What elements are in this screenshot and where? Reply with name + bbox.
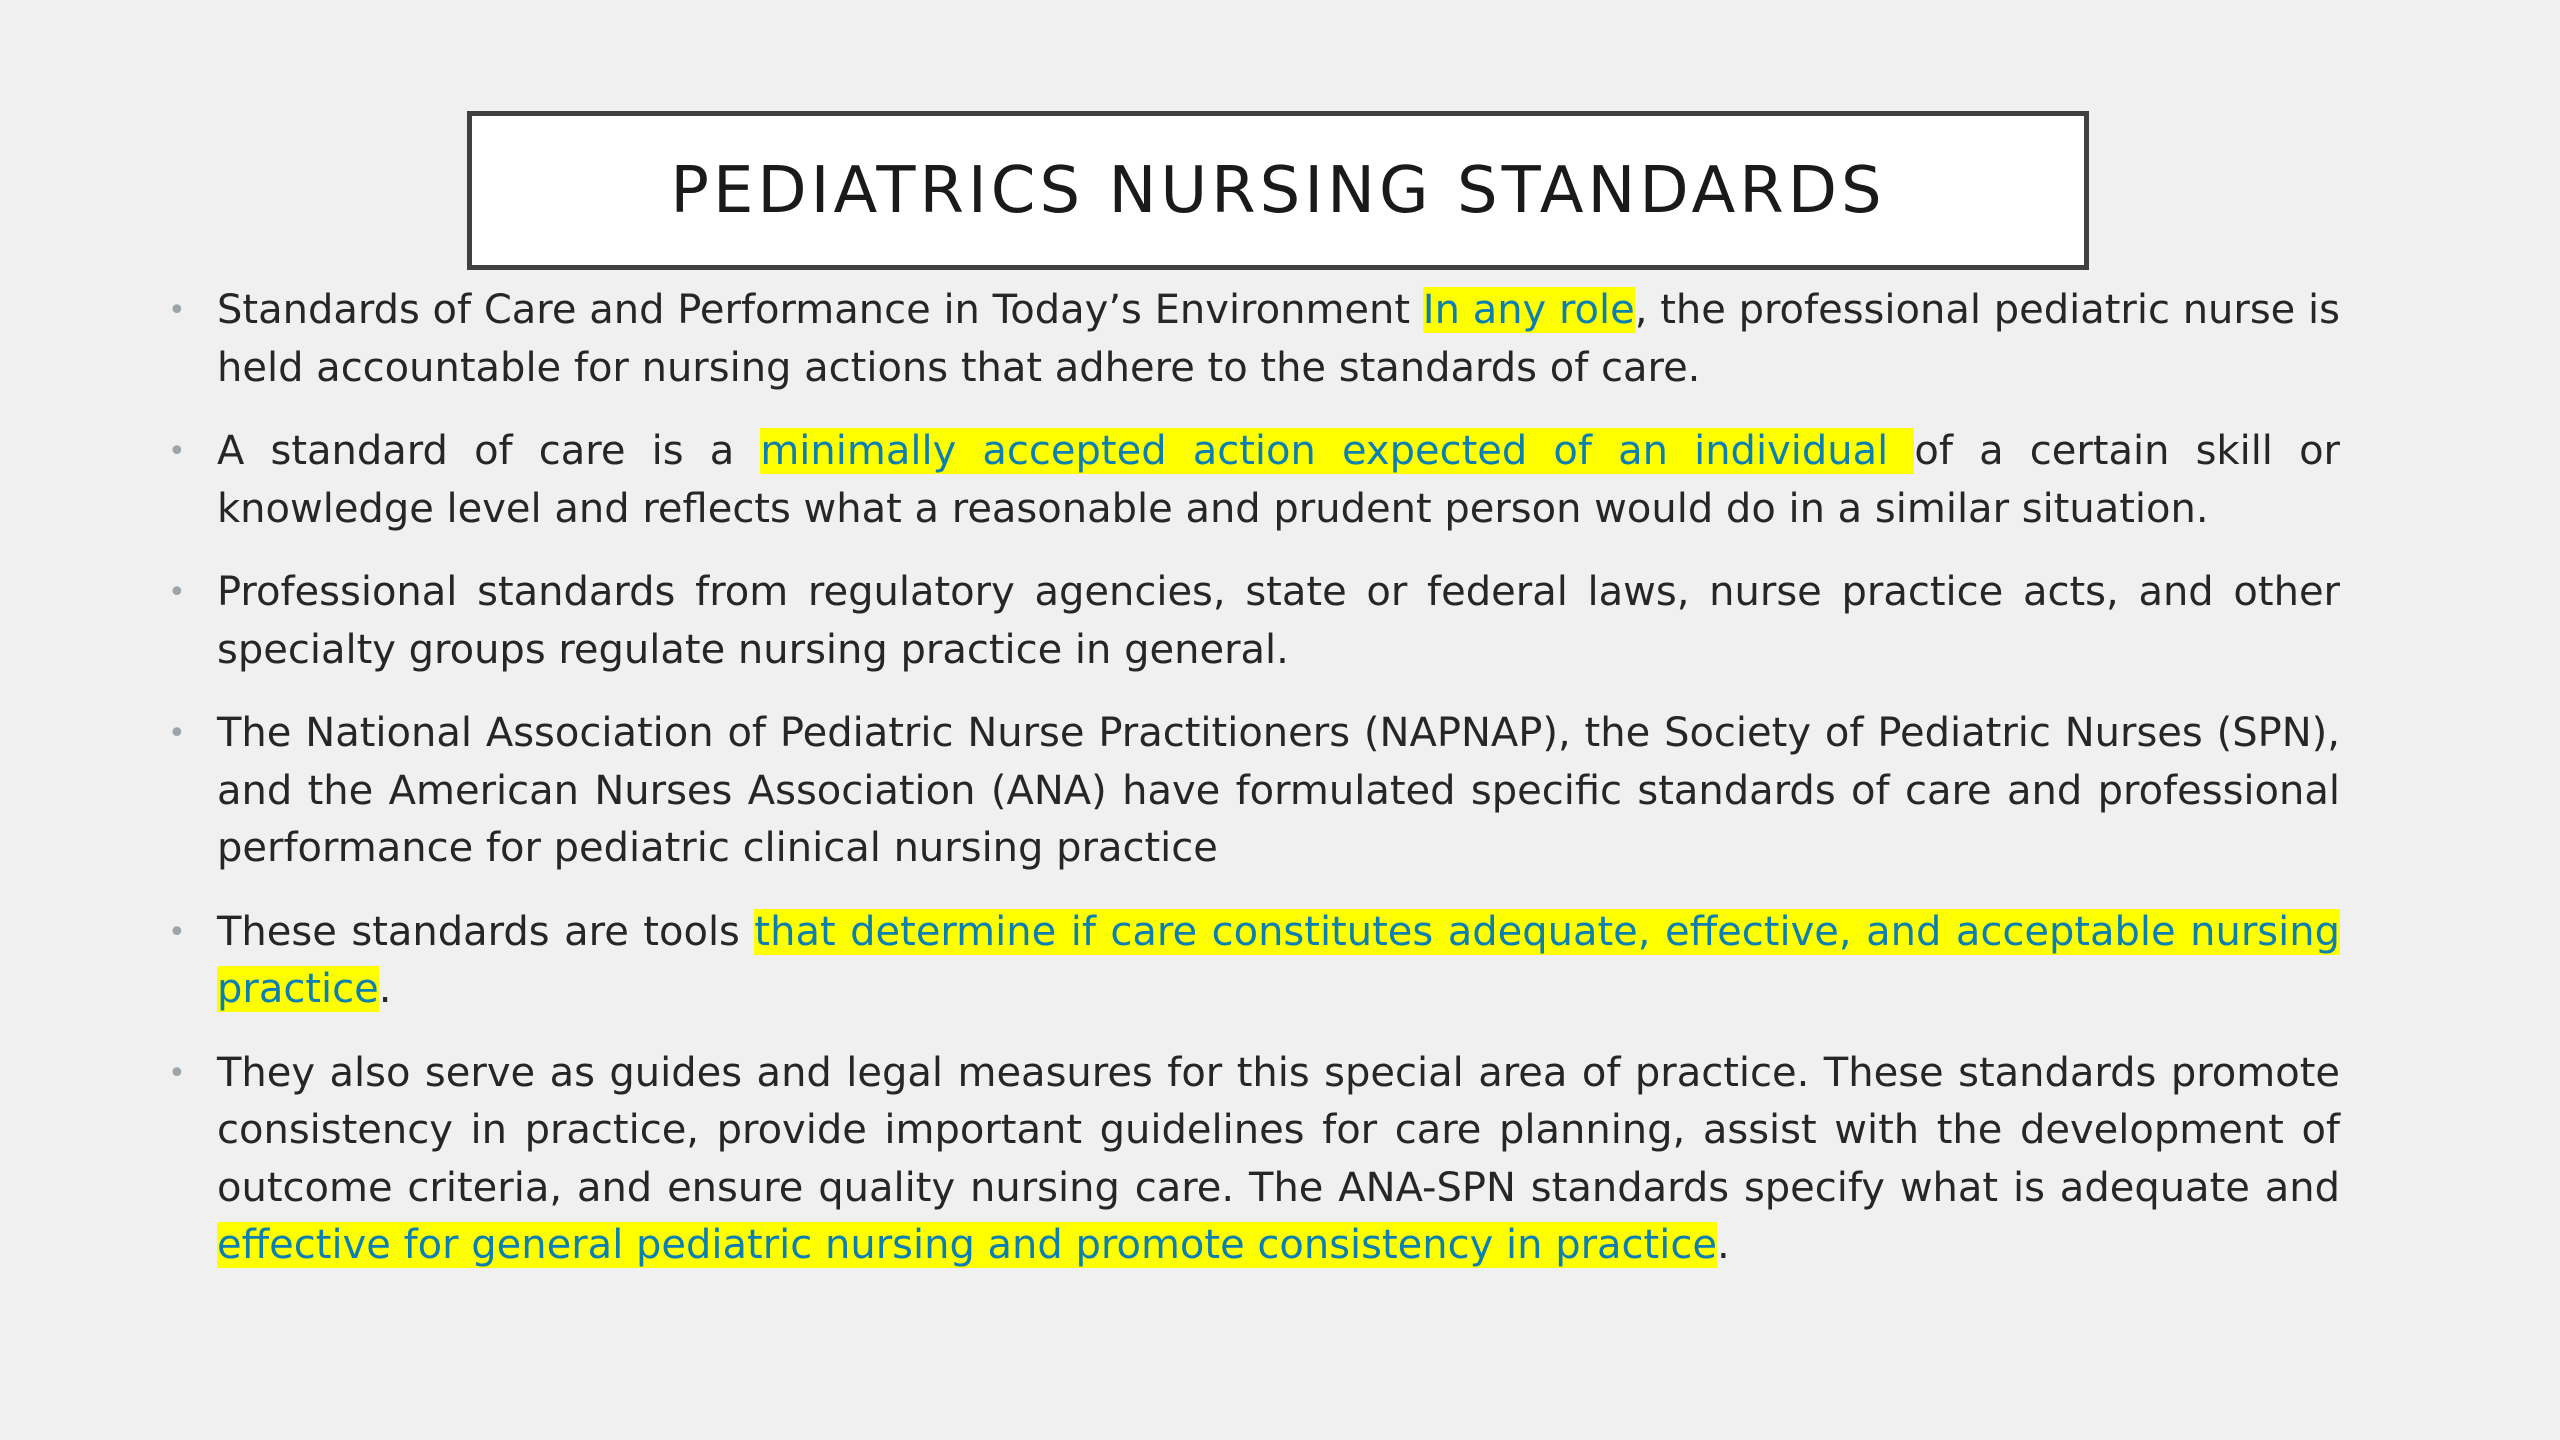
bullet-list (168, 282, 2340, 1301)
highlighted-text: effective for general pediatric nursing and promote consistency in practice (217, 1222, 1717, 1268)
bullet-item (168, 564, 2340, 679)
title-box (467, 111, 2089, 270)
highlighted-text: In any role (1422, 287, 1635, 333)
bullet-item (168, 1045, 2340, 1275)
highlighted-text: that determine if care constitutes adequate, effective, and acceptable nursing practice (217, 908, 2340, 1012)
bullet-text: . (1716, 1222, 1730, 1268)
bullet-text: Professional standards from regulatory agencies, state or federal laws, nurse practice acts, and other specialty groups regulate nursing practice in general. (217, 569, 2340, 673)
bullet-icon: • (168, 293, 186, 328)
bullet-icon: • (168, 1055, 186, 1091)
bullet-icon: • (168, 716, 186, 751)
bullet-text: Standards of Care and Performance in Today’s Environment (217, 287, 1423, 333)
slide-title: PEDIATRICS NURSING STANDARDS (670, 153, 1886, 228)
bullet-item (168, 904, 2340, 1019)
bullet-item (168, 705, 2340, 878)
bullet-text: A standard of care is a (217, 428, 761, 474)
bullet-text: . (378, 966, 392, 1012)
bullet-icon: • (168, 434, 186, 469)
highlighted-text: minimally accepted action expected of an individual (760, 428, 1915, 474)
bullet-icon: • (168, 914, 186, 950)
bullet-item (168, 423, 2340, 538)
bullet-text: They also serve as guides and legal measures for this special area of practice. These standards promote consistency in practice, provide important guidelines for care planning, assist with the development of outcome criteria, and ensure quality nursing care. The ANA-SPN standards specify what is adequate and (217, 1049, 2340, 1211)
bullet-text: These standards are tools (217, 908, 755, 955)
bullet-icon: • (168, 575, 186, 610)
bullet-item (168, 282, 2340, 397)
bullet-text: of a certain skill or knowledge level and reflects what a reasonable and prudent person would do in a similar situation. (217, 428, 2340, 532)
bullet-text: , the professional pediatric nurse is held accountable for nursing actions that adhere to the standards of care. (217, 287, 2340, 391)
bullet-text: The National Association of Pediatric Nurse Practitioners (NAPNAP), the Society of Pediatric Nurses (SPN), and the American Nurses Association (ANA) have formulated specific standards of care and professional performance for pediatric clinical nursing practice (217, 710, 2340, 871)
